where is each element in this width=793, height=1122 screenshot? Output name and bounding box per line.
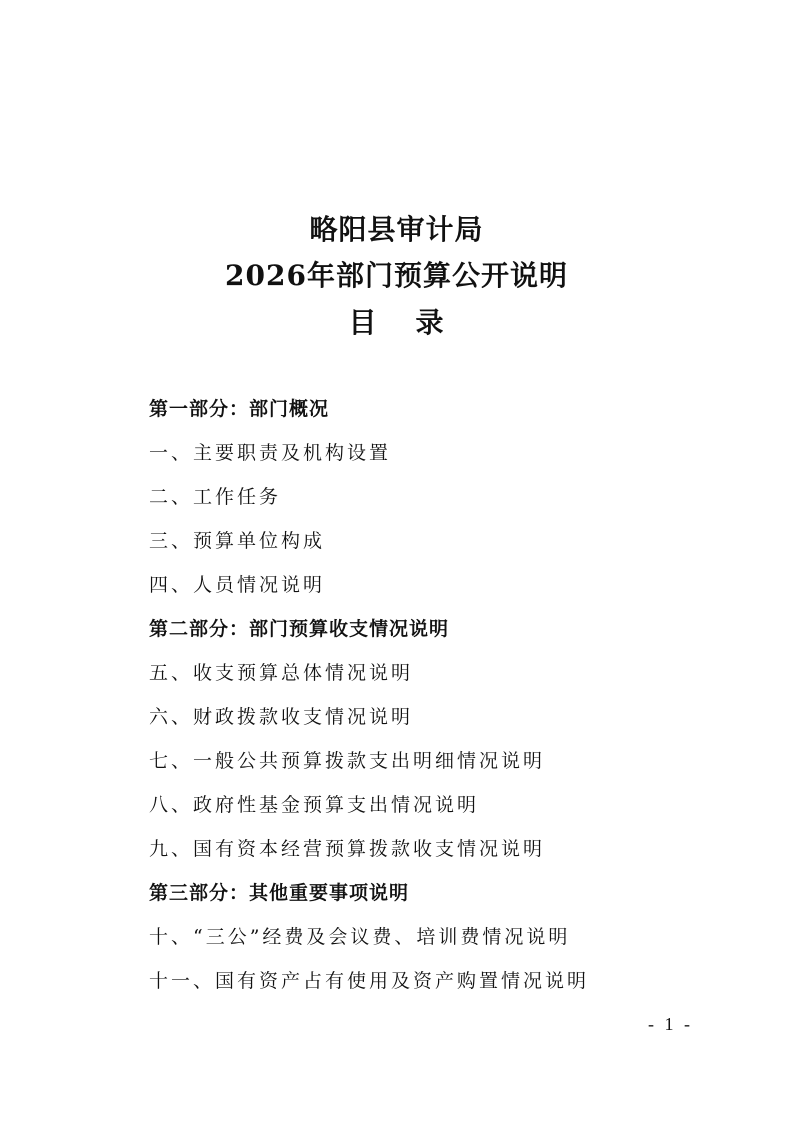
document-title-org: 略阳县审计局 [309,213,484,246]
toc-item-2[interactable]: 二、工作任务 [149,486,282,508]
toc-item-3[interactable]: 三、预算单位构成 [149,530,326,552]
document-title-main: 2026年部门预算公开说明 [225,259,568,292]
toc-part-3[interactable]: 第三部分：其他重要事项说明 [149,882,410,904]
toc-item-7[interactable]: 七、一般公共预算拨款支出明细情况说明 [149,750,546,772]
toc-item-10[interactable]: 十、“三公”经费及会议费、培训费情况说明 [149,926,571,948]
toc-part-1[interactable]: 第一部分：部门概况 [149,398,330,420]
toc-item-5[interactable]: 五、收支预算总体情况说明 [149,662,414,684]
toc-heading-right: 录 [415,306,445,339]
toc-part-2[interactable]: 第二部分：部门预算收支情况说明 [149,618,450,640]
toc-heading [0,301,793,341]
toc-item-8[interactable]: 八、政府性基金预算支出情况说明 [149,794,480,816]
toc-item-11[interactable]: 十一、国有资产占有使用及资产购置情况说明 [149,970,590,992]
toc-item-4[interactable]: 四、人员情况说明 [149,574,326,596]
table-of-contents [149,392,749,1008]
toc-item-6[interactable]: 六、财政拨款收支情况说明 [149,706,414,728]
toc-item-1[interactable]: 一、主要职责及机构设置 [149,442,392,464]
toc-heading-left: 目 [348,306,378,339]
toc-item-9[interactable]: 九、国有资本经营预算拨款收支情况说明 [149,838,546,860]
page-number: - 1 - [648,1014,693,1034]
